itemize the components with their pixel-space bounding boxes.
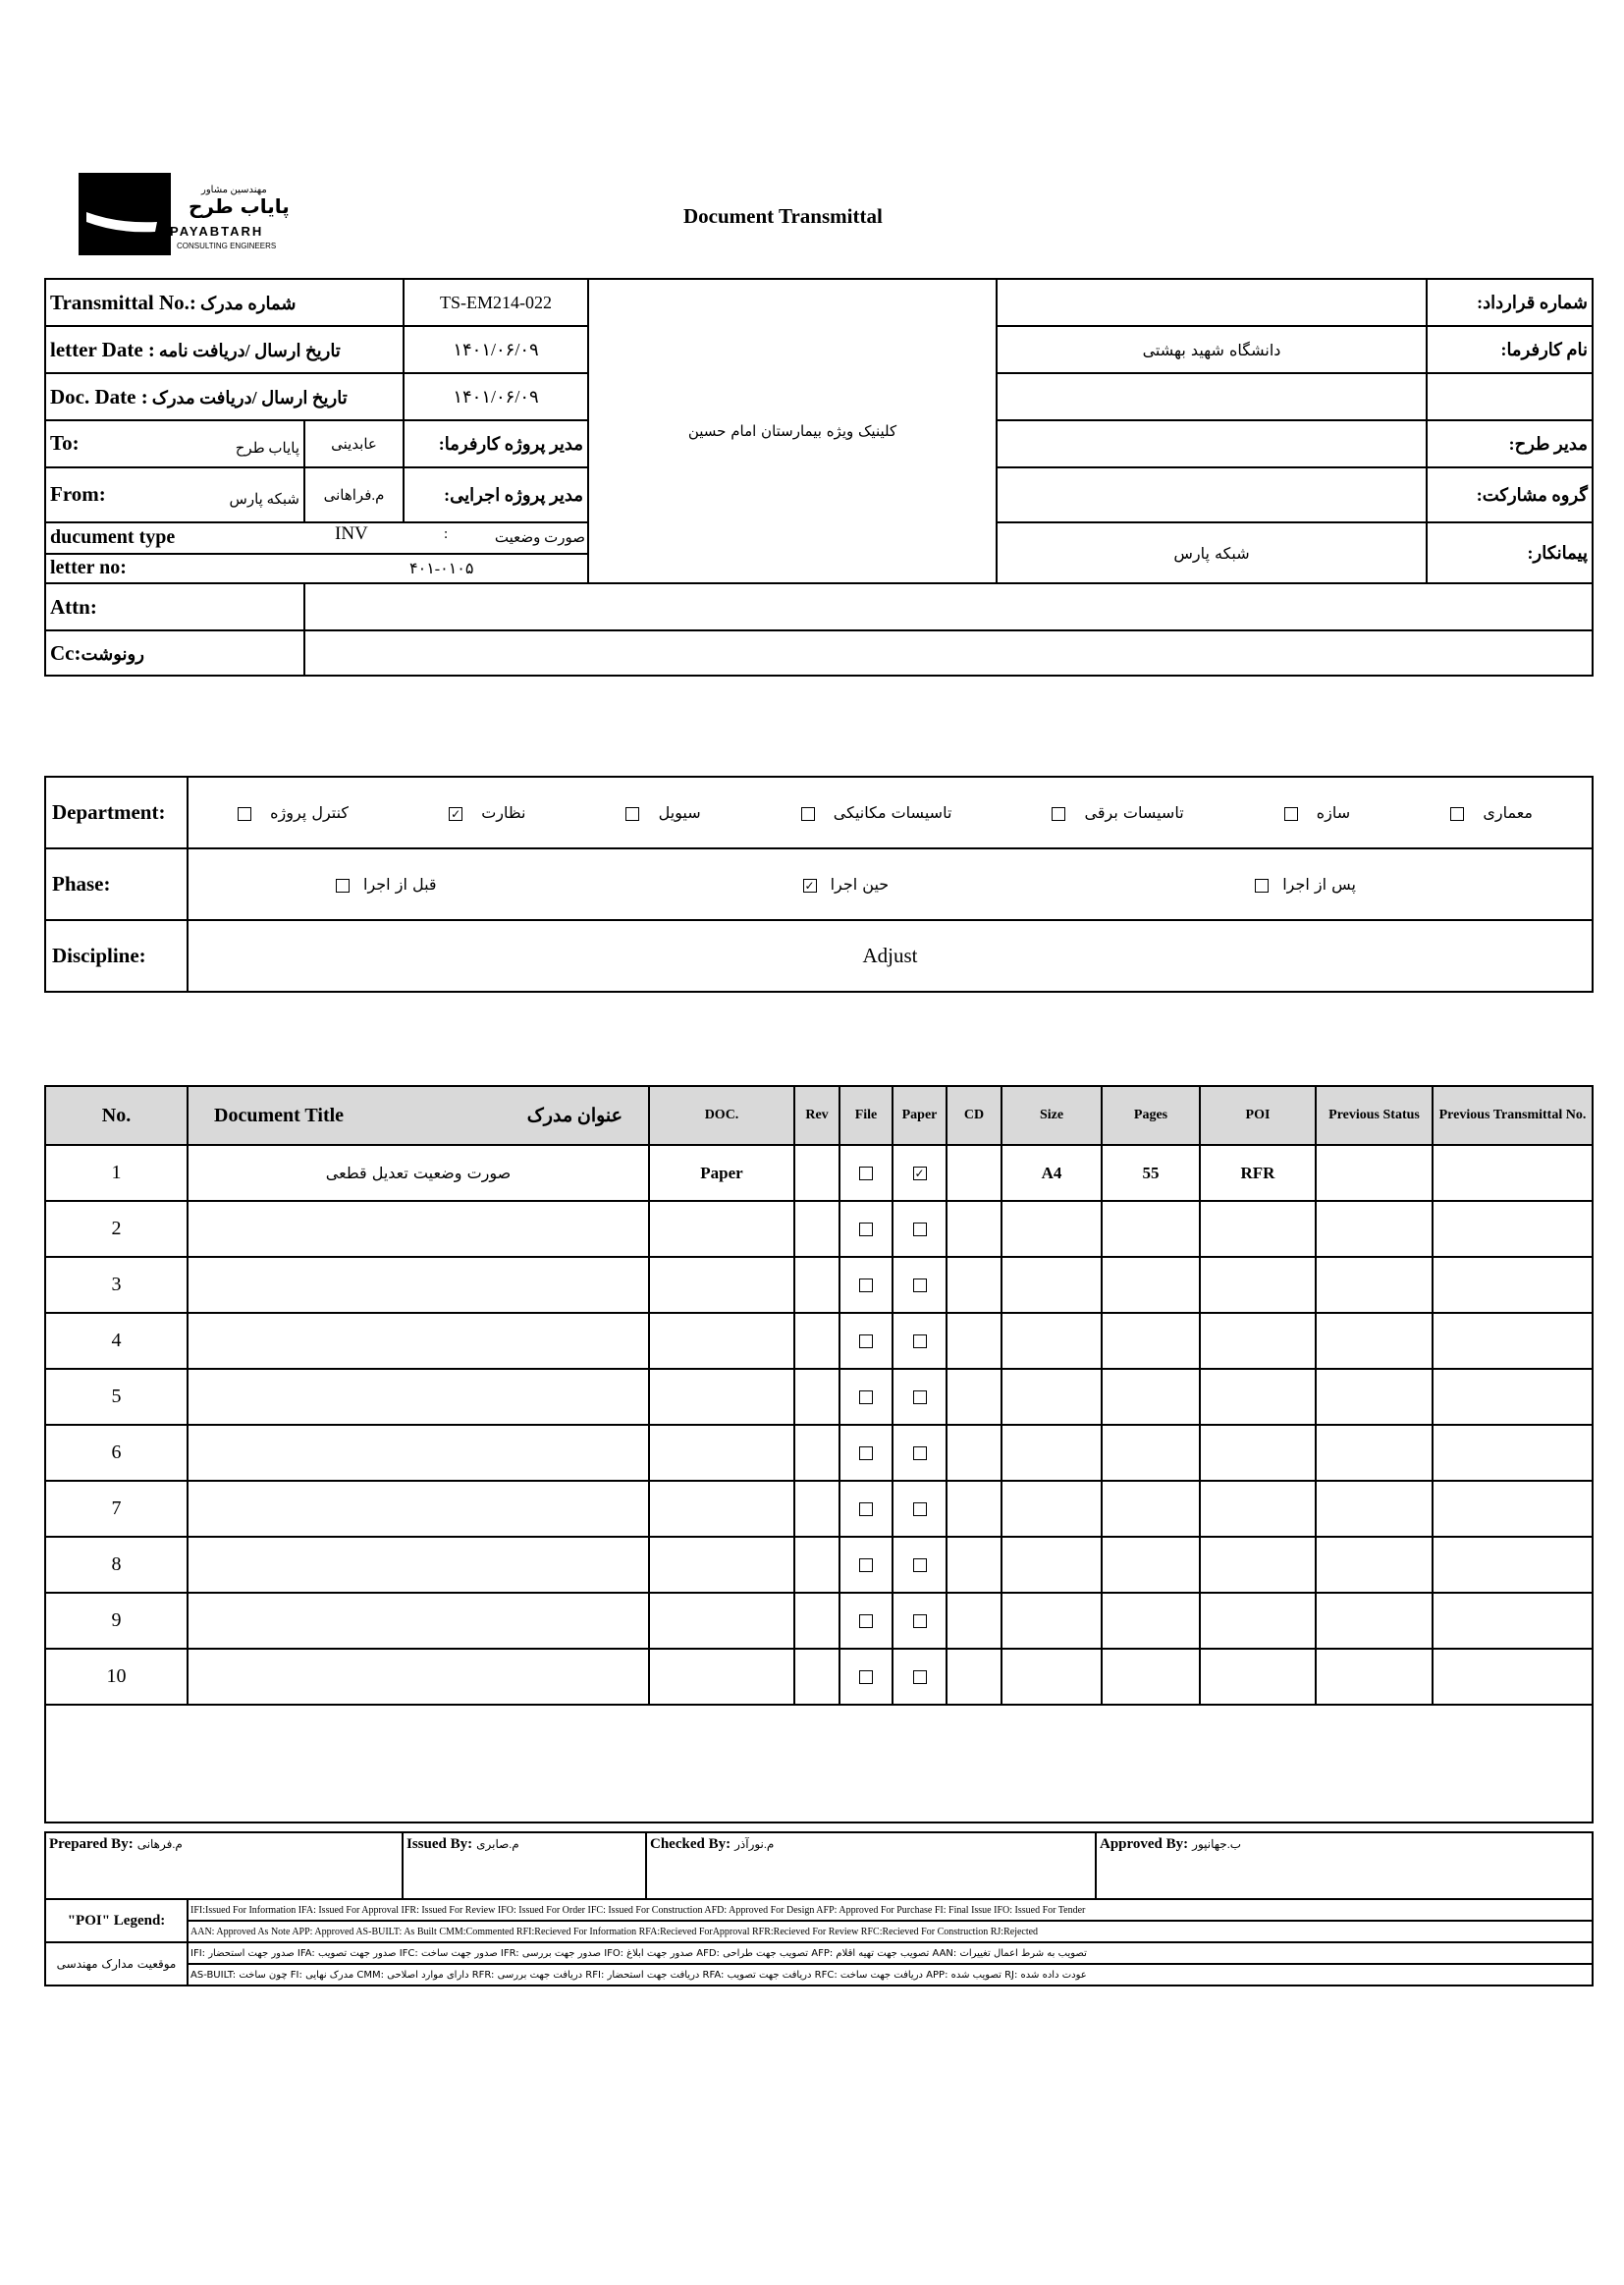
cell-file — [839, 1593, 893, 1649]
phase-checkbox[interactable] — [1255, 879, 1269, 893]
cell-cd — [947, 1257, 1001, 1313]
cell-cd — [947, 1481, 1001, 1537]
cell-doc — [649, 1537, 794, 1593]
department-checkbox[interactable] — [238, 807, 251, 821]
cell-poi — [1200, 1257, 1316, 1313]
cell-prev-transmittal — [1433, 1257, 1593, 1313]
header-table — [44, 278, 1594, 677]
cell-title — [188, 1313, 649, 1369]
logo-mark — [79, 173, 171, 255]
cell-paper — [893, 1257, 947, 1313]
cell-prev-status — [1316, 1649, 1433, 1705]
department-checkbox[interactable]: ✓ — [451, 806, 461, 821]
department-option[interactable] — [1284, 803, 1350, 822]
letter-date-cell — [45, 326, 404, 373]
cell-doc — [649, 1481, 794, 1537]
paper-checkbox[interactable] — [913, 1446, 927, 1460]
project-name: کلینیک ویژه بیمارستان امام حسین — [588, 279, 997, 583]
phase-label: Phase: — [45, 848, 188, 920]
cell-no: 5 — [45, 1369, 188, 1425]
cell-rev — [794, 1481, 839, 1537]
cell-doc — [649, 1369, 794, 1425]
paper-checkbox[interactable] — [913, 1223, 927, 1236]
logo-fa-top: مهندسین مشاور — [201, 185, 267, 195]
col-poi: POI — [1200, 1086, 1316, 1145]
logo-fa-name: پایاب طرح — [189, 194, 290, 218]
attn-value — [304, 583, 1593, 630]
cell-prev-transmittal — [1433, 1481, 1593, 1537]
to-person: عابدینی — [304, 420, 404, 467]
checked-by-value: م.نورآذر — [734, 1837, 775, 1851]
notes-area — [45, 1705, 1593, 1823]
department-checkbox[interactable] — [801, 807, 815, 821]
from-cell — [45, 467, 304, 522]
phase-option-label: حین اجرا — [830, 875, 890, 894]
cell-title — [188, 1201, 649, 1257]
design-manager-value — [997, 420, 1427, 467]
cell-doc — [649, 1649, 794, 1705]
cell-cd — [947, 1369, 1001, 1425]
col-size: Size — [1001, 1086, 1102, 1145]
document-table — [44, 1085, 1594, 1823]
cell-cd — [947, 1313, 1001, 1369]
table-row — [45, 1313, 1593, 1369]
cell-pages: 55 — [1102, 1145, 1200, 1201]
cell-prev-transmittal — [1433, 1593, 1593, 1649]
department-options — [188, 777, 1593, 848]
department-checkbox[interactable] — [1284, 807, 1298, 821]
department-option[interactable] — [449, 803, 525, 822]
doc-date-value: ۱۴۰۱/۰۶/۰۹ — [404, 373, 588, 420]
empty-cell — [1427, 373, 1593, 420]
checked-by-label: Checked By: — [650, 1836, 731, 1852]
transmittal-no-label-fa: شماره مدرک — [199, 293, 297, 313]
phase-option[interactable] — [803, 875, 890, 894]
cell-doc — [649, 1425, 794, 1481]
cell-size — [1001, 1313, 1102, 1369]
cell-title — [188, 1257, 649, 1313]
logo-tagline: CONSULTING ENGINEERS — [177, 242, 277, 250]
col-prev-status: Previous Status — [1316, 1086, 1433, 1145]
cell-paper — [893, 1425, 947, 1481]
cell-prev-status — [1316, 1201, 1433, 1257]
doc-date-cell — [45, 373, 404, 420]
cell-cd — [947, 1537, 1001, 1593]
paper-checkbox[interactable] — [913, 1558, 927, 1572]
letter-no-value: ۴۰۱-۰۱۰۵ — [409, 561, 474, 577]
cell-title — [188, 1425, 649, 1481]
contractor-label: پیمانکار: — [1427, 522, 1593, 583]
cell-paper — [893, 1537, 947, 1593]
cell-doc — [649, 1313, 794, 1369]
department-option[interactable] — [625, 803, 700, 822]
cell-prev-transmittal — [1433, 1313, 1593, 1369]
discipline-label: Discipline: — [45, 920, 188, 992]
cell-size — [1001, 1257, 1102, 1313]
phase-option-label: قبل از اجرا — [363, 875, 437, 894]
doc-date-label: Doc. Date : — [50, 384, 148, 408]
cell-prev-status — [1316, 1313, 1433, 1369]
cell-rev — [794, 1537, 839, 1593]
department-option-label: سازه — [1316, 803, 1351, 822]
cell-prev-status — [1316, 1425, 1433, 1481]
cell-file — [839, 1257, 893, 1313]
prepared-by-label: Prepared By: — [49, 1836, 134, 1852]
cell-pages — [1102, 1649, 1200, 1705]
cell-no: 7 — [45, 1481, 188, 1537]
checked-by-cell — [646, 1832, 1096, 1899]
department-option-label: نظارت — [481, 803, 526, 822]
table-row — [45, 1537, 1593, 1593]
cell-no: 10 — [45, 1649, 188, 1705]
file-checkbox[interactable] — [859, 1223, 873, 1236]
cell-prev-status — [1316, 1369, 1433, 1425]
file-checkbox[interactable] — [859, 1390, 873, 1404]
logo-en-name: PAYABTARH — [170, 224, 264, 239]
cell-doc: Paper — [649, 1145, 794, 1201]
cell-pages — [1102, 1593, 1200, 1649]
empty-cell — [997, 373, 1427, 420]
cell-paper — [893, 1649, 947, 1705]
department-option[interactable] — [1052, 803, 1183, 822]
cell-cd — [947, 1425, 1001, 1481]
table-row — [45, 1369, 1593, 1425]
partnership-value — [997, 467, 1427, 522]
cell-paper — [893, 1145, 947, 1201]
department-option-label: کنترل پروژه — [270, 803, 350, 822]
cell-rev — [794, 1425, 839, 1481]
cell-pages — [1102, 1537, 1200, 1593]
doc-type-value: INV — [335, 523, 368, 544]
doc-type-label: ducument type — [50, 526, 176, 548]
cell-doc — [649, 1257, 794, 1313]
client-label: نام کارفرما: — [1427, 326, 1593, 373]
doc-type-colon: : — [444, 526, 449, 542]
cell-no: 4 — [45, 1313, 188, 1369]
letter-date-label-fa: تاریخ ارسال /دریافت نامه — [158, 340, 341, 360]
table-row — [45, 1425, 1593, 1481]
from-label: From: — [50, 481, 106, 506]
cell-size — [1001, 1481, 1102, 1537]
cell-prev-transmittal — [1433, 1537, 1593, 1593]
cell-prev-transmittal — [1433, 1201, 1593, 1257]
cell-rev — [794, 1257, 839, 1313]
file-checkbox[interactable] — [859, 1614, 873, 1628]
cell-no: 2 — [45, 1201, 188, 1257]
paper-checkbox[interactable] — [913, 1502, 927, 1516]
file-checkbox[interactable] — [859, 1446, 873, 1460]
cell-pages — [1102, 1481, 1200, 1537]
legend-line-3: IFI: صدور جهت استحضار IFA: صدور جهت تصویب IFC: صدور جهت ساخت IFR: صدور جهت بررسی IFO: صدور جهت ابلاغ AFD: تصویب جهت طراحی AFP: تصویب جهت تهیه اقلام AAN: تصویب به شرط اعمال تغییرات — [188, 1942, 1593, 1964]
legend-line-1: IFI:Issued For Information IFA: Issued For Approval IFR: Issued For Review IFO: Issued For Order IFC: Issued For Construction AFD: Approved For Design AFP: Approved For Purchase FI: Final Issue IFO: Issued For Tender — [188, 1899, 1593, 1921]
department-option[interactable] — [1450, 803, 1533, 822]
cell-prev-transmittal — [1433, 1145, 1593, 1201]
cell-pages — [1102, 1369, 1200, 1425]
col-title-en: Document Title — [214, 1104, 345, 1126]
department-option-label: تاسیسات مکانیکی — [833, 803, 952, 822]
cell-poi — [1200, 1201, 1316, 1257]
cell-file — [839, 1481, 893, 1537]
table-row — [45, 1649, 1593, 1705]
cell-poi — [1200, 1313, 1316, 1369]
cell-size — [1001, 1593, 1102, 1649]
transmittal-no-value: TS-EM214-022 — [404, 279, 588, 326]
col-rev: Rev — [794, 1086, 839, 1145]
cell-file — [839, 1537, 893, 1593]
discipline-value: Adjust — [188, 920, 1593, 992]
poi-legend-label: "POI" Legend: — [45, 1899, 188, 1942]
cell-pages — [1102, 1425, 1200, 1481]
cell-paper — [893, 1481, 947, 1537]
cell-file — [839, 1201, 893, 1257]
col-cd: CD — [947, 1086, 1001, 1145]
cell-paper — [893, 1201, 947, 1257]
phase-option-label: پس از اجرا — [1282, 875, 1356, 894]
prepared-by-cell — [45, 1832, 403, 1899]
approved-by-label: Approved By: — [1100, 1836, 1189, 1852]
cell-poi — [1200, 1593, 1316, 1649]
cell-rev — [794, 1313, 839, 1369]
cell-prev-transmittal — [1433, 1425, 1593, 1481]
table-row — [45, 1481, 1593, 1537]
signature-table — [44, 1831, 1594, 1900]
cell-size — [1001, 1649, 1102, 1705]
cell-doc — [649, 1201, 794, 1257]
department-option-label: سیویل — [658, 803, 701, 822]
cell-title — [188, 1369, 649, 1425]
cc-value — [304, 630, 1593, 676]
cell-title — [188, 1649, 649, 1705]
cell-rev — [794, 1201, 839, 1257]
department-option-label: تاسیسات برقی — [1084, 803, 1184, 822]
cc-label-fa: رونوشت — [81, 643, 144, 664]
cell-title — [188, 1593, 649, 1649]
file-checkbox[interactable] — [859, 1279, 873, 1292]
department-label: Department: — [45, 777, 188, 848]
cell-rev — [794, 1593, 839, 1649]
col-title — [188, 1086, 649, 1145]
phase-checkbox[interactable]: ✓ — [804, 878, 815, 893]
paper-checkbox[interactable] — [913, 1390, 927, 1404]
classification-table — [44, 776, 1594, 993]
file-checkbox[interactable] — [859, 1502, 873, 1516]
paper-checkbox[interactable] — [913, 1614, 927, 1628]
department-checkbox[interactable] — [1450, 807, 1464, 821]
cell-prev-status — [1316, 1257, 1433, 1313]
legend-line-4: AS-BUILT: چون ساخت FI: مدرک نهایی CMM: دارای موارد اصلاحی RFR: دریافت جهت بررسی RFI: دریافت جهت استحضار RFA: دریافت جهت تصویب RFC: دریافت جهت ساخت APP: تصویب شده RJ: عودت داده شده — [188, 1964, 1593, 1986]
col-file: File — [839, 1086, 893, 1145]
cell-paper — [893, 1369, 947, 1425]
department-option[interactable] — [238, 803, 349, 822]
letter-no-label: letter no: — [50, 557, 127, 578]
file-checkbox[interactable] — [859, 1558, 873, 1572]
cell-pages — [1102, 1201, 1200, 1257]
transmittal-no-label: Transmittal No.: — [50, 290, 196, 314]
department-checkbox[interactable] — [625, 807, 639, 821]
letter-date-value: ۱۴۰۱/۰۶/۰۹ — [404, 326, 588, 373]
design-manager-label: مدیر طرح: — [1427, 420, 1593, 467]
cell-pages — [1102, 1313, 1200, 1369]
cell-title: صورت وضعیت تعدیل قطعی — [188, 1145, 649, 1201]
to-org: پایاب طرح — [235, 440, 299, 457]
doc-type-cell — [45, 522, 588, 583]
page-title: Document Transmittal — [683, 204, 883, 228]
cell-prev-transmittal — [1433, 1649, 1593, 1705]
col-doc: DOC. — [649, 1086, 794, 1145]
cell-size — [1001, 1369, 1102, 1425]
department-checkbox[interactable] — [1052, 807, 1065, 821]
cell-size — [1001, 1537, 1102, 1593]
cell-no: 8 — [45, 1537, 188, 1593]
to-role: مدیر پروژه کارفرما: — [404, 420, 588, 467]
cell-file — [839, 1649, 893, 1705]
cell-rev — [794, 1649, 839, 1705]
cell-file — [839, 1425, 893, 1481]
phase-checkbox[interactable] — [336, 879, 350, 893]
phase-option[interactable] — [336, 875, 437, 894]
cell-no: 3 — [45, 1257, 188, 1313]
paper-checkbox[interactable] — [913, 1334, 927, 1348]
cell-title — [188, 1537, 649, 1593]
cell-no: 6 — [45, 1425, 188, 1481]
cell-rev — [794, 1369, 839, 1425]
doc-type-fa: صورت وضعیت — [494, 530, 585, 546]
file-checkbox[interactable] — [859, 1334, 873, 1348]
to-cell — [45, 420, 304, 467]
transmittal-no-cell — [45, 279, 404, 326]
cell-poi — [1200, 1369, 1316, 1425]
col-title-fa: عنوان مدرک — [526, 1105, 623, 1126]
department-option-label: معماری — [1483, 803, 1533, 822]
contractor-value: شبکه پارس — [997, 522, 1427, 583]
approved-by-cell — [1096, 1832, 1593, 1899]
cell-cd — [947, 1649, 1001, 1705]
cell-no: 1 — [45, 1145, 188, 1201]
cell-poi — [1200, 1481, 1316, 1537]
table-row — [45, 1593, 1593, 1649]
phase-options — [188, 848, 1593, 920]
issued-by-value: م.صابری — [476, 1837, 519, 1851]
paper-checkbox[interactable] — [913, 1279, 927, 1292]
table-row — [45, 1257, 1593, 1313]
col-prev-transmittal: Previous Transmittal No. — [1433, 1086, 1593, 1145]
poi-legend-table — [44, 1898, 1594, 1986]
cell-paper — [893, 1593, 947, 1649]
contract-no-value — [997, 279, 1427, 326]
from-role: مدیر پروژه اجرایی: — [404, 467, 588, 522]
cell-title — [188, 1481, 649, 1537]
cell-poi — [1200, 1649, 1316, 1705]
cell-cd — [947, 1145, 1001, 1201]
cell-size — [1001, 1425, 1102, 1481]
cell-no: 9 — [45, 1593, 188, 1649]
from-org: شبکه پارس — [229, 491, 299, 508]
company-logo — [79, 173, 304, 261]
table-row — [45, 1201, 1593, 1257]
phase-option[interactable] — [1255, 875, 1356, 894]
cell-file — [839, 1313, 893, 1369]
prepared-by-value: م.فرهانی — [136, 1837, 183, 1851]
approved-by-value: ب.جهانپور — [1192, 1837, 1242, 1851]
issued-by-label: Issued By: — [406, 1836, 473, 1852]
cell-paper — [893, 1313, 947, 1369]
cell-rev — [794, 1145, 839, 1201]
col-pages: Pages — [1102, 1086, 1200, 1145]
poi-legend-label-fa: موقعیت مدارک مهندسی — [45, 1942, 188, 1986]
department-option[interactable] — [801, 803, 952, 822]
cell-prev-status — [1316, 1481, 1433, 1537]
file-checkbox[interactable] — [859, 1167, 873, 1180]
file-checkbox[interactable] — [859, 1670, 873, 1684]
contract-no-label: شماره قرارداد: — [1427, 279, 1593, 326]
cell-doc — [649, 1593, 794, 1649]
cell-poi: RFR — [1200, 1145, 1316, 1201]
paper-checkbox[interactable] — [913, 1670, 927, 1684]
paper-checkbox[interactable]: ✓ — [914, 1166, 925, 1180]
cell-poi — [1200, 1425, 1316, 1481]
col-no: No. — [45, 1086, 188, 1145]
cc-cell — [45, 630, 304, 676]
doc-date-label-fa: تاریخ ارسال /دریافت مدرک — [151, 387, 348, 408]
to-label: To: — [50, 430, 80, 455]
legend-line-2: AAN: Approved As Note APP: Approved AS-BUILT: As Built CMM:Commented RFI:Recieved For Information RFA:Recieved ForApproval RFR:Recieved For Review RFC:Recieved For Construction RJ:Rejected — [188, 1921, 1593, 1942]
cell-cd — [947, 1201, 1001, 1257]
cell-pages — [1102, 1257, 1200, 1313]
cell-file — [839, 1145, 893, 1201]
cell-cd — [947, 1593, 1001, 1649]
issued-by-cell — [403, 1832, 646, 1899]
cc-label: Cc: — [50, 640, 81, 665]
letter-date-label: letter Date : — [50, 337, 155, 361]
cell-prev-status — [1316, 1593, 1433, 1649]
client-value: دانشگاه شهید بهشتی — [997, 326, 1427, 373]
cell-size — [1001, 1201, 1102, 1257]
cell-poi — [1200, 1537, 1316, 1593]
attn-label: Attn: — [45, 583, 304, 630]
cell-file — [839, 1369, 893, 1425]
col-paper: Paper — [893, 1086, 947, 1145]
table-row — [45, 1145, 1593, 1201]
partnership-label: گروه مشارکت: — [1427, 467, 1593, 522]
cell-prev-status — [1316, 1537, 1433, 1593]
cell-size: A4 — [1001, 1145, 1102, 1201]
from-person: م.فراهانی — [304, 467, 404, 522]
cell-prev-status — [1316, 1145, 1433, 1201]
cell-prev-transmittal — [1433, 1369, 1593, 1425]
